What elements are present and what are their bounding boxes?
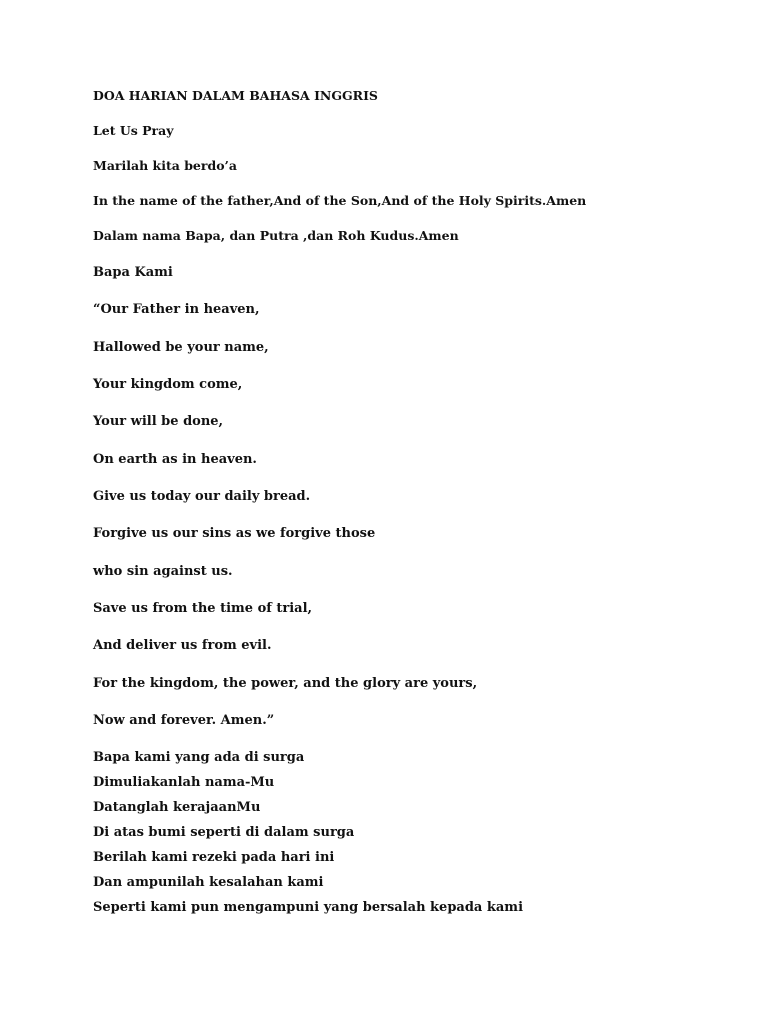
text-line: Save us from the time of trial, — [93, 601, 313, 616]
text-line: Bapa kami yang ada di surga — [93, 750, 305, 765]
text-line: Marilah kita berdo’a — [93, 158, 238, 173]
text-line: In the name of the father,And of the Son,And of the Holy Spirits.Amen — [93, 193, 587, 208]
text-line: Your kingdom come, — [93, 377, 243, 392]
document-title: DOA HARIAN DALAM BAHASA INGGRIS — [93, 88, 378, 103]
text-line: Forgive us our sins as we forgive those — [93, 526, 376, 541]
text-line: Hallowed be your name, — [93, 340, 269, 355]
text-line: who sin against us. — [93, 564, 233, 579]
text-line: Give us today our daily bread. — [93, 489, 311, 504]
text-line: Let Us Pray — [93, 123, 174, 138]
text-line: Di atas bumi seperti di dalam surga — [93, 825, 355, 840]
text-line: Dalam nama Bapa, dan Putra ,dan Roh Kudus.Amen — [93, 228, 459, 243]
text-line: Berilah kami rezeki pada hari ini — [93, 850, 335, 865]
text-line: Your will be done, — [93, 414, 224, 429]
text-line: Seperti kami pun mengampuni yang bersalah kepada kami — [93, 900, 524, 915]
text-line: And deliver us from evil. — [93, 638, 272, 653]
text-line: Dimuliakanlah nama-Mu — [93, 775, 275, 790]
text-line: Datanglah kerajaanMu — [93, 800, 261, 815]
text-line: On earth as in heaven. — [93, 452, 257, 467]
text-line: For the kingdom, the power, and the glory are yours, — [93, 676, 478, 691]
text-line: “Our Father in heaven, — [93, 302, 260, 317]
text-line: Dan ampunilah kesalahan kami — [93, 875, 324, 890]
text-line: Now and forever. Amen.” — [93, 713, 275, 728]
text-line: Bapa Kami — [93, 265, 173, 280]
